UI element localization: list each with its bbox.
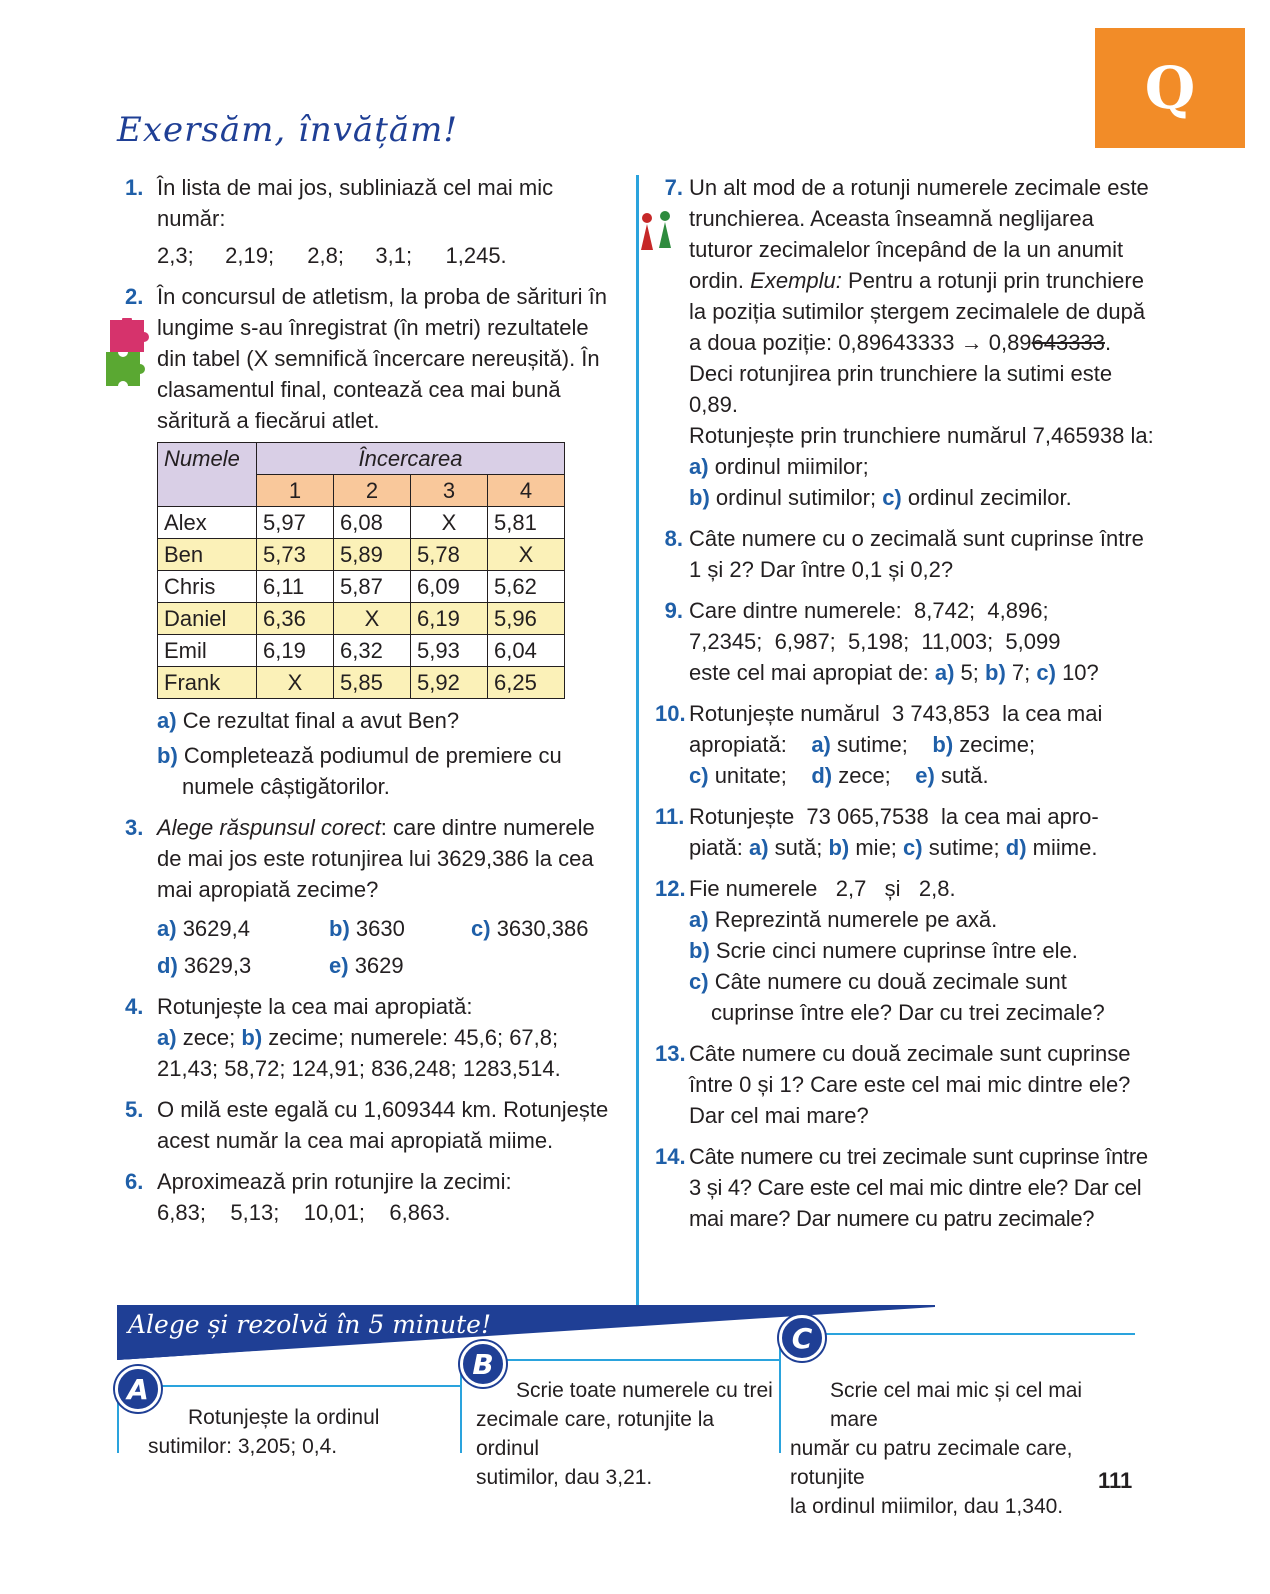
table-cell: 6,08: [334, 507, 411, 539]
table-cell: 5,78: [411, 539, 488, 571]
exercise-5: [125, 1094, 615, 1156]
exercise-text: Aproximează prin rotunjire la zecimi:: [157, 1169, 512, 1194]
exercise-text: Câte numere cu două zecimale sunt cuprinse între 0 și 1? Care este cel mai mic dintre ele? Dar cel mai mare?: [689, 1041, 1131, 1128]
table-cell: 5,89: [334, 539, 411, 571]
athlete-name: Frank: [158, 667, 257, 699]
challenge-a-badge: A: [115, 1366, 161, 1412]
attempt-number: 4: [488, 475, 565, 507]
table-row: [158, 571, 565, 603]
table-row: [158, 539, 565, 571]
exercise-11: [655, 801, 1155, 863]
athlete-name: Daniel: [158, 603, 257, 635]
exercise-number: 14.: [655, 1144, 686, 1169]
page-number: 111: [1098, 1468, 1133, 1493]
exercise-12: [655, 873, 1155, 1028]
option-a[interactable]: a) 3629,4: [157, 916, 250, 941]
subquestion-a: a) Reprezintă numerele pe axă.: [689, 907, 998, 932]
exercise-text: apropiată: a) sutime; b) zecime;: [689, 732, 1036, 757]
exercise-7: [655, 172, 1155, 513]
subquestions: [157, 705, 615, 802]
list-value: 3,1;: [375, 243, 413, 268]
exercise-2: [125, 281, 615, 802]
divider-line: [150, 1385, 462, 1387]
exercise-number: 1.: [125, 175, 144, 200]
exercise-text: 6,83; 5,13; 10,01; 6,863.: [157, 1200, 451, 1225]
attempt-number: 2: [334, 475, 411, 507]
list-value: 2,3;: [157, 243, 194, 268]
results-table: [157, 442, 565, 699]
athlete-name: Ben: [158, 539, 257, 571]
option-e[interactable]: e) 3629: [329, 953, 404, 978]
exercise-3: [125, 812, 615, 981]
exercise-text: este cel mai apropiat de: a) 5; b) 7; c) 10?: [689, 660, 1099, 685]
exercise-13: [655, 1038, 1155, 1131]
table-cell: 6,19: [411, 603, 488, 635]
right-column: [655, 172, 1155, 1244]
athlete-name: Emil: [158, 635, 257, 667]
challenge-a-text: Rotunjește la ordinul sutimilor: 3,205; 0,4.: [148, 1406, 380, 1458]
exercise-number: 11.: [655, 804, 685, 829]
exercise-text: Câte numere cu trei zecimale sunt cuprinse între 3 și 4? Care este cel mai mic dintre ele? Dar cel mai mare? Dar numere cu patru zecimale?: [689, 1144, 1148, 1231]
table-cell: 5,96: [488, 603, 565, 635]
challenge-c-badge: C: [779, 1315, 825, 1361]
exercise-text: În lista de mai jos, subliniază cel mai mic număr:: [157, 175, 554, 231]
exercise-text: Un alt mod de a rotunji numerele zecimale este trunchierea. Aceasta înseamnă neglijarea tuturor zecimalelor începând de la un anumit ordin. Exemplu: Pentru a rotunji prin trunchiere la poziția sutimilor ștergem zecimalele de după a doua poziție: 0,89643333 → 0,89643333. Deci rotunjirea prin trunchiere la sutimi este 0,89.: [689, 175, 1149, 417]
table-row: [158, 603, 565, 635]
exercise-10: [655, 698, 1155, 791]
table-row: [158, 507, 565, 539]
exercise-number: 2.: [125, 284, 144, 309]
athlete-name: Chris: [158, 571, 257, 603]
exercise-text: Fie numerele 2,7 și 2,8.: [689, 876, 956, 901]
subquestion-b: b) Completează podiumul de premiere cu numele câștigătorilor.: [157, 743, 562, 799]
subquestion-c: c) Câte numere cu două zecimale sunt cuprinse între ele? Dar cu trei zecimale?: [689, 969, 1105, 1025]
exercise-6: [125, 1166, 615, 1228]
exercise-text: Câte numere cu o zecimală sunt cuprinse între 1 și 2? Dar între 0,1 și 0,2?: [689, 526, 1144, 582]
table-cell: 6,09: [411, 571, 488, 603]
divider-line: [779, 1333, 781, 1453]
exercise-8: [655, 523, 1155, 585]
table-cell: 5,92: [411, 667, 488, 699]
challenge-title: Alege și rezolvă în 5 minute!: [128, 1310, 491, 1339]
left-column: [125, 172, 615, 1238]
exercise-text: Rotunjește la cea mai apropiată:: [157, 994, 473, 1019]
table-cell: X: [257, 667, 334, 699]
exercise-number: 5.: [125, 1097, 144, 1122]
option-d[interactable]: d) 3629,3: [157, 953, 252, 978]
exercise-text: c) unitate; d) zece; e) sută.: [689, 763, 989, 788]
exercise-text: O milă este egală cu 1,609344 km. Rotunjește acest număr la cea mai apropiată miime.: [157, 1097, 609, 1153]
table-cell: 5,93: [411, 635, 488, 667]
challenge-c-text: Scrie cel mai mic și cel mai mare număr cu patru zecimale care, rotunjite la ordinul miimilor, dau 1,340.: [790, 1379, 1083, 1518]
attempt-number: 1: [257, 475, 334, 507]
table-cell: 6,36: [257, 603, 334, 635]
exercise-number: 8.: [664, 526, 683, 551]
exercise-number: 7.: [664, 175, 683, 200]
table-header-name: Numele: [158, 443, 257, 507]
list-value: 2,19;: [225, 243, 275, 268]
page-heading: Exersăm, învățăm!: [117, 110, 459, 150]
exercise-text: Rotunjește prin trunchiere numărul 7,465938 la: a) ordinul miimilor;: [689, 423, 1154, 479]
section-badge: Q: [1095, 28, 1245, 148]
column-divider: [636, 175, 639, 1313]
table-cell: 5,81: [488, 507, 565, 539]
table-cell: 5,62: [488, 571, 565, 603]
exercise-4: [125, 991, 615, 1084]
exercise-text: Rotunjește 73 065,7538 la cea mai apro-: [689, 804, 1099, 829]
exercise-text: 21,43; 58,72; 124,91; 836,248; 1283,514.: [157, 1056, 561, 1081]
exercise-text: b) ordinul sutimilor; c) ordinul zecimilor.: [689, 485, 1072, 510]
divider-line: [810, 1333, 1135, 1335]
exercise-14: [655, 1141, 1155, 1234]
list-value: 1,245.: [445, 243, 507, 268]
table-cell: X: [488, 539, 565, 571]
divider-line: [492, 1359, 781, 1361]
exercise-9: [655, 595, 1155, 688]
exercise-text: În concursul de atletism, la proba de sărituri în lungime s-au înregistrat (în metri) rezultatele din tabel (X semnifică încercare nereușită). În clasamentul final, contează cea mai bună săritură a fiecărui atlet.: [157, 284, 608, 433]
table-cell: 5,87: [334, 571, 411, 603]
table-cell: 6,25: [488, 667, 565, 699]
attempt-number: 3: [411, 475, 488, 507]
exercise-text: Care dintre numerele: 8,742; 4,896;: [689, 598, 1049, 623]
exercise-text: a) zece; b) zecime; numerele: 45,6; 67,8;: [157, 1025, 559, 1050]
subquestion-b: b) Scrie cinci numere cuprinse între ele.: [689, 938, 1078, 963]
table-row: [158, 635, 565, 667]
exercise-number: 13.: [655, 1041, 686, 1066]
exercise-1: [125, 172, 615, 271]
table-row: [158, 667, 565, 699]
exercise-number: 6.: [125, 1169, 144, 1194]
exercise-number: 4.: [125, 994, 144, 1019]
table-cell: 6,04: [488, 635, 565, 667]
challenge-b-text: Scrie toate numerele cu trei zecimale care, rotunjite la ordinul sutimilor, dau 3,21.: [476, 1379, 773, 1489]
exercise-number: 9.: [664, 598, 683, 623]
option-c[interactable]: c) 3630,386: [471, 916, 589, 941]
exercise-number: 12.: [655, 876, 686, 901]
exercise-text: piată: a) sută; b) mie; c) sutime; d) miime.: [689, 835, 1098, 860]
list-value: 2,8;: [307, 243, 344, 268]
number-list: [157, 240, 615, 271]
exercise-text: Alege răspunsul corect: care dintre numerele de mai jos este rotunjirea lui 3629,386 la cea mai apropiată zecime?: [157, 815, 595, 902]
table-cell: X: [411, 507, 488, 539]
table-cell: 6,19: [257, 635, 334, 667]
exercise-number: 3.: [125, 815, 144, 840]
exercise-text: 7,2345; 6,987; 5,198; 11,003; 5,099: [689, 629, 1061, 654]
table-cell: 5,85: [334, 667, 411, 699]
table-cell: 5,73: [257, 539, 334, 571]
table-header-attempt: Încercarea: [257, 443, 565, 475]
table-cell: X: [334, 603, 411, 635]
answer-options: [157, 913, 615, 981]
athlete-name: Alex: [158, 507, 257, 539]
exercise-number: 10.: [655, 701, 686, 726]
challenge-b-badge: B: [460, 1341, 506, 1387]
option-b[interactable]: b) 3630: [329, 916, 405, 941]
exercise-text: Rotunjește numărul 3 743,853 la cea mai: [689, 701, 1103, 726]
table-cell: 6,32: [334, 635, 411, 667]
table-cell: 5,97: [257, 507, 334, 539]
table-cell: 6,11: [257, 571, 334, 603]
subquestion-a: a) Ce rezultat final a avut Ben?: [157, 708, 460, 733]
